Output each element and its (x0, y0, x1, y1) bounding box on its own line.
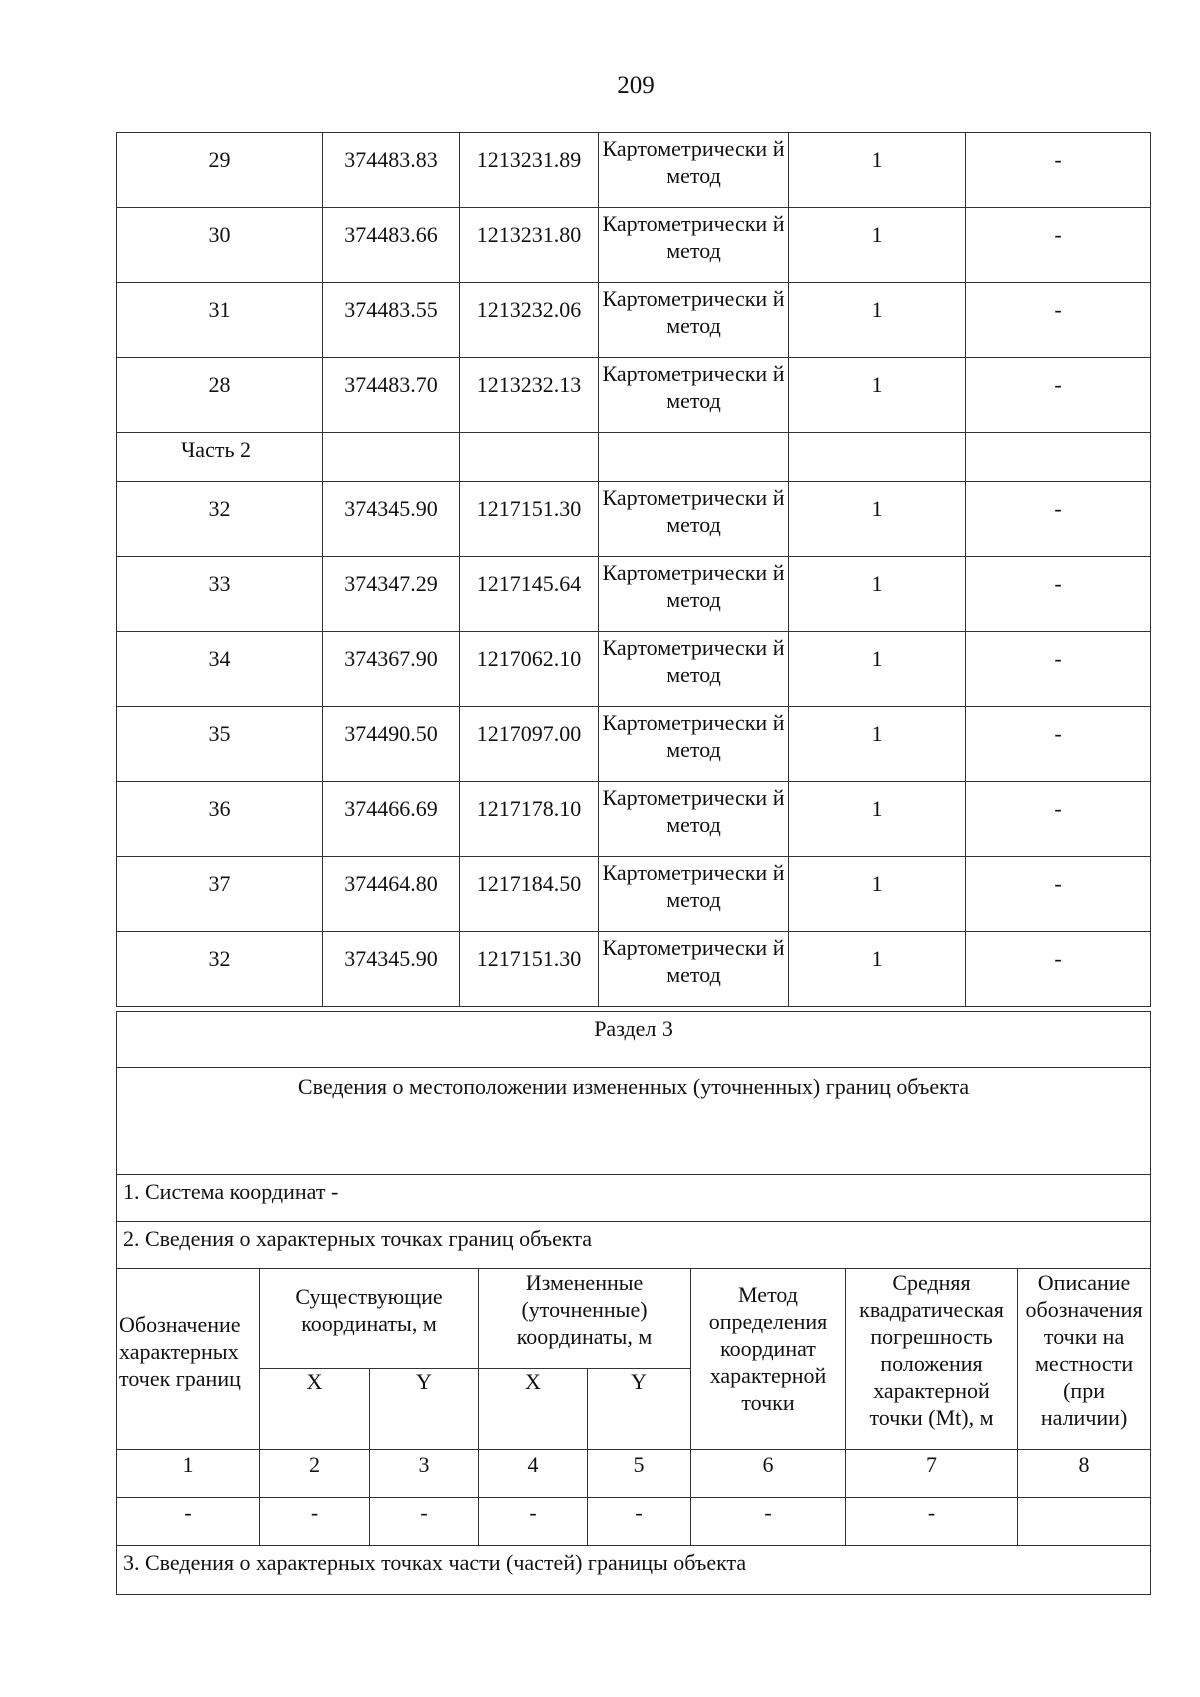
point-description: - (966, 208, 1151, 283)
coord-y: 1217184.50 (460, 857, 599, 932)
point-id: 35 (117, 707, 323, 782)
point-description: - (966, 707, 1151, 782)
point-id: 32 (117, 932, 323, 1007)
coord-y: 1213232.06 (460, 283, 599, 358)
column-number: 4 (479, 1450, 588, 1498)
method: Картометрически й метод (599, 208, 789, 283)
accuracy: 1 (789, 707, 966, 782)
point-id: 36 (117, 782, 323, 857)
empty-cell: - (846, 1498, 1018, 1546)
section-3-table (116, 1011, 1151, 1595)
point-id: 28 (117, 358, 323, 433)
table-row (117, 482, 1151, 557)
table-row (117, 632, 1151, 707)
method: Картометрически й метод (599, 283, 789, 358)
section-title: Раздел 3 (117, 1012, 1151, 1068)
accuracy: 1 (789, 283, 966, 358)
empty-cell: - (370, 1498, 479, 1546)
point-description: - (966, 632, 1151, 707)
header-description: Описание обозначения точки на местности (при наличии) (1018, 1269, 1151, 1450)
table-row (117, 932, 1151, 1007)
coord-x: 374345.90 (323, 482, 460, 557)
accuracy: 1 (789, 632, 966, 707)
method: Картометрически й метод (599, 358, 789, 433)
header-accuracy: Средняя квадратическая погрешность положения характерной точки (Mt), м (846, 1269, 1018, 1450)
header-existing-x: X (260, 1369, 370, 1450)
point-description: - (966, 133, 1151, 208)
empty-cell (1018, 1498, 1151, 1546)
method: Картометрически й метод (599, 133, 789, 208)
point-id: 33 (117, 557, 323, 632)
coord-y: 1217097.00 (460, 707, 599, 782)
point-description: - (966, 482, 1151, 557)
points-heading: 2. Сведения о характерных точках границ объекта (117, 1222, 1151, 1269)
coord-y: 1217151.30 (460, 482, 599, 557)
point-description: - (966, 857, 1151, 932)
empty-cell (323, 433, 460, 482)
method: Картометрически й метод (599, 557, 789, 632)
point-description: - (966, 283, 1151, 358)
empty-cell (599, 433, 789, 482)
coord-y: 1217062.10 (460, 632, 599, 707)
header-existing-y: Y (370, 1369, 479, 1450)
accuracy: 1 (789, 932, 966, 1007)
column-number: 6 (691, 1450, 846, 1498)
coordinate-system: 1. Система координат - (117, 1175, 1151, 1222)
part-row (117, 433, 1151, 482)
method: Картометрически й метод (599, 707, 789, 782)
empty-cell: - (691, 1498, 846, 1546)
coord-y: 1213231.89 (460, 133, 599, 208)
column-number: 2 (260, 1450, 370, 1498)
column-number: 7 (846, 1450, 1018, 1498)
method: Картометрически й метод (599, 482, 789, 557)
coord-y: 1217145.64 (460, 557, 599, 632)
accuracy: 1 (789, 358, 966, 433)
coord-x: 374345.90 (323, 932, 460, 1007)
coord-y: 1213232.13 (460, 358, 599, 433)
coord-y: 1217151.30 (460, 932, 599, 1007)
point-id: 31 (117, 283, 323, 358)
method: Картометрически й метод (599, 782, 789, 857)
accuracy: 1 (789, 482, 966, 557)
column-number: 8 (1018, 1450, 1151, 1498)
point-description: - (966, 358, 1151, 433)
table-row (117, 208, 1151, 283)
point-id: 29 (117, 133, 323, 208)
empty-cell: - (260, 1498, 370, 1546)
table-row (117, 133, 1151, 208)
accuracy: 1 (789, 782, 966, 857)
coord-y: 1217178.10 (460, 782, 599, 857)
coord-x: 374483.66 (323, 208, 460, 283)
column-number: 1 (117, 1450, 260, 1498)
point-id: 34 (117, 632, 323, 707)
parts-heading: 3. Сведения о характерных точках части (частей) границы объекта (117, 1546, 1151, 1595)
empty-cell: - (479, 1498, 588, 1546)
header-changed-coordinates: Измененные (уточненные) координаты, м (479, 1269, 691, 1369)
header-designation: Обозначение характерных точек границ (117, 1269, 260, 1450)
section-description: Сведения о местоположении измененных (уточненных) границ объекта (117, 1068, 1151, 1175)
point-id: 32 (117, 482, 323, 557)
empty-cell (460, 433, 599, 482)
table-row (117, 557, 1151, 632)
coord-y: 1213231.80 (460, 208, 599, 283)
column-number: 5 (588, 1450, 691, 1498)
accuracy: 1 (789, 208, 966, 283)
table-row (117, 358, 1151, 433)
header-changed-y: Y (588, 1369, 691, 1450)
table-row (117, 782, 1151, 857)
coordinates-table (116, 132, 1151, 1007)
empty-cell: - (117, 1498, 260, 1546)
accuracy: 1 (789, 857, 966, 932)
coord-x: 374483.70 (323, 358, 460, 433)
point-description: - (966, 782, 1151, 857)
coord-x: 374466.69 (323, 782, 460, 857)
coord-x: 374490.50 (323, 707, 460, 782)
method: Картометрически й метод (599, 932, 789, 1007)
method: Картометрически й метод (599, 857, 789, 932)
table-row (117, 857, 1151, 932)
empty-cell (966, 433, 1151, 482)
header-changed-x: X (479, 1369, 588, 1450)
part-label: Часть 2 (117, 433, 323, 482)
coord-x: 374367.90 (323, 632, 460, 707)
method: Картометрически й метод (599, 632, 789, 707)
empty-cell: - (588, 1498, 691, 1546)
point-description: - (966, 932, 1151, 1007)
coord-x: 374464.80 (323, 857, 460, 932)
table-row (117, 707, 1151, 782)
point-description: - (966, 557, 1151, 632)
empty-cell (789, 433, 966, 482)
coord-x: 374483.55 (323, 283, 460, 358)
header-existing-coordinates: Существующие координаты, м (260, 1269, 479, 1369)
coord-x: 374347.29 (323, 557, 460, 632)
page-number: 209 (617, 72, 655, 99)
coord-x: 374483.83 (323, 133, 460, 208)
point-id: 37 (117, 857, 323, 932)
column-number: 3 (370, 1450, 479, 1498)
header-method: Метод определения координат характерной точки (691, 1269, 846, 1450)
accuracy: 1 (789, 557, 966, 632)
table-row (117, 283, 1151, 358)
point-id: 30 (117, 208, 323, 283)
accuracy: 1 (789, 133, 966, 208)
